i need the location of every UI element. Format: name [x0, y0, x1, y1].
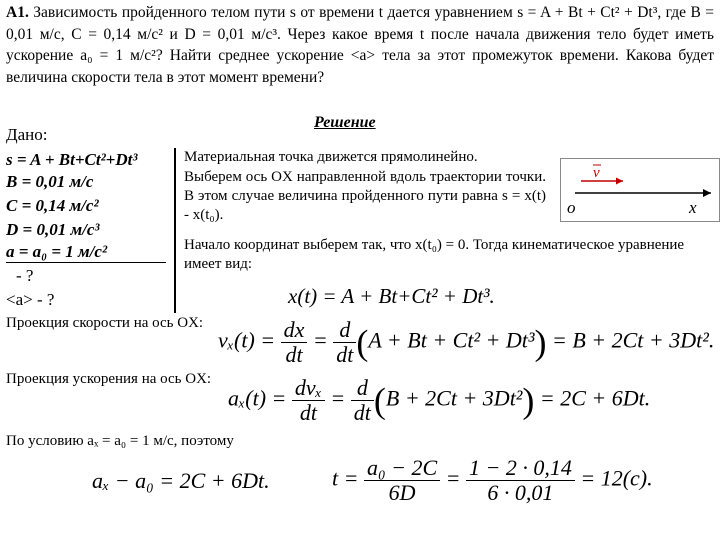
given-item-b: B = 0,01 м/с	[6, 172, 94, 191]
given-item-d: D = 0,01 м/с³	[6, 220, 100, 239]
given-item-a: a = a₀ = 1 м/с²	[6, 242, 108, 261]
x-axis-label: x	[689, 198, 697, 217]
axis-diagram	[560, 158, 720, 222]
velocity-vector-arrowhead	[616, 178, 623, 185]
vx-lhs: vₓ(t) =	[218, 327, 276, 353]
given-divider	[6, 262, 166, 263]
accel-formula: aₓ(t) = $\frac{\text{dvₓ}}{dt}$ = $\frac{d}{dt}$ (B + 2Ct + 3Dt²) = 2C + 6Dt.	[228, 375, 651, 425]
paragraph-1: Материальная точка движется прямолинейно.	[184, 149, 478, 165]
t-result: = 12(c).	[580, 465, 653, 491]
accel-label-text: Проекция ускорения на ось OX:	[6, 371, 212, 387]
velocity-label-text: Проекция скорости на ось OX:	[6, 315, 204, 331]
time-formula: t = $\frac{\text{a₀ − 2C}}{6D}$ = $\frac{1 - 2 \cdot 0,14}{6 \cdot 0,01}$ = 12(c).	[332, 455, 653, 505]
kinematic-equation: x(t) = A + Bt+Ct² + Dt³.	[288, 284, 495, 308]
d-dt-fraction: $\frac{d}{dt}$	[333, 318, 356, 367]
ax-lhs: aₓ(t) =	[228, 385, 287, 411]
problem-text: Зависимость пройденного телом пути s от времени t дается уравнением s = A + Bt + Ct² + Dt³, где B = 0,01 м/с, C = 0,14 м/с² и D = 0,01 м/с³. Через какое время t после начала движения тело будет иметь ускорение a₀ = 1 м/с²? Найти среднее ускорение <a> тела за этот промежуток времени. Какова будет величина скорости тела в этот момент времени?	[6, 4, 714, 86]
vx-inner: A + Bt + Ct² + Dt³	[368, 327, 535, 353]
solution-title: Решение	[314, 114, 376, 131]
given-item-c: C = 0,14 м/с²	[6, 196, 99, 215]
t-symbolic-fraction: $\frac{\text{a₀ − 2C}}{6D}$	[364, 456, 440, 505]
dvx-dt-fraction: $\frac{\text{dvₓ}}{dt}$	[292, 376, 325, 425]
problem-label: А1.	[6, 4, 29, 21]
velocity-formula: vₓ(t) = $\frac{dx}{dt}$ = $\frac{d}{dt}$ (A + Bt + Ct² + Dt³) = B + 2Ct + 3Dt².	[218, 317, 715, 367]
problem-statement	[6, 2, 714, 88]
ox-axis-arrowhead	[703, 189, 711, 197]
paragraph-3: Начало координат выберем так, что x(t₀) = 0. Тогда кинематическое уравнение имеет вид:	[184, 237, 685, 272]
given-title: Дано:	[6, 125, 48, 144]
vx-rhs: = B + 2Ct + 3Dt².	[552, 327, 715, 353]
dx-dt-fraction: $\frac{dx}{dt}$	[281, 318, 308, 367]
d-dt-fraction-2: $\frac{d}{dt}$	[351, 376, 374, 425]
t-eq: t =	[332, 465, 359, 491]
velocity-label: v	[593, 165, 600, 181]
ax-inner: B + 2Ct + 3Dt²	[385, 385, 523, 411]
condition-label-text: По условию aₓ = a₀ = 1 м/с, поэтому	[6, 433, 234, 449]
t-numeric-fraction: $\frac{1 - 2 \cdot 0,14}{6 \cdot 0,01}$	[466, 456, 575, 505]
final-equation: aₓ − a₀ = 2C + 6Dt.	[92, 468, 270, 493]
origin-label: o	[567, 198, 576, 217]
given-item-equation: s = A + Bt+Ct²+Dt³	[6, 150, 138, 169]
axis-svg	[561, 159, 719, 221]
given-unknown-t: - ?	[16, 266, 34, 285]
paragraph-2: Выберем ось OX направленной вдоль траектории точки. В этом случае величина пройденного пути равна s = x(t) - x(t₀).	[184, 169, 546, 223]
given-separator	[174, 148, 176, 313]
ax-rhs: = 2C + 6Dt.	[539, 385, 651, 411]
given-unknown-avg-a: <a> - ?	[6, 290, 55, 309]
